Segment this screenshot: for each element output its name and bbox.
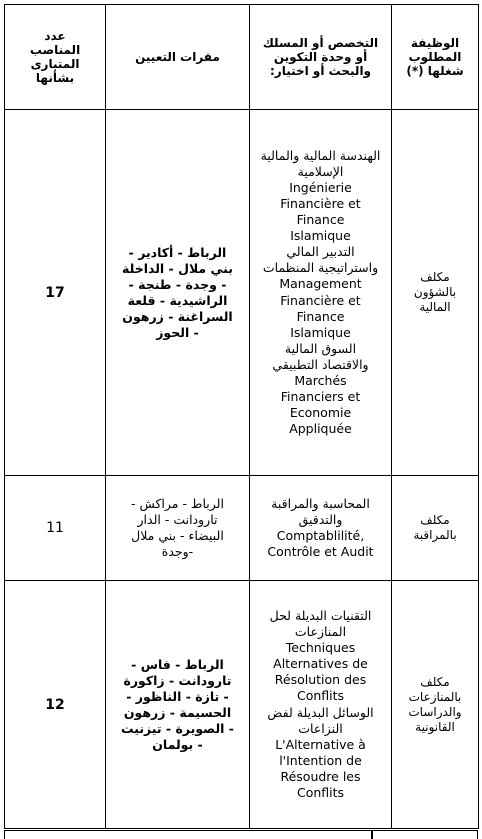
cell-line: Finance	[296, 308, 345, 324]
specialty-cell	[250, 476, 392, 581]
cell-line: تارودانت - زاكورة	[123, 672, 232, 688]
cell-line: المناصب	[29, 43, 81, 57]
cell-line: والاقتصاد التطبيقي	[272, 356, 369, 372]
cell-line: - الحوز	[156, 324, 199, 340]
cell-line: بالمراقبة	[413, 528, 457, 542]
cell-line: بالمنازعات	[408, 689, 462, 704]
cell-line: شغلها (*)	[406, 64, 464, 78]
job-title-cell	[392, 476, 479, 581]
cell-line: المنازعات	[294, 624, 347, 640]
cell-line: L'Alternative à	[275, 736, 366, 752]
cell-line: الهندسة المالية والمالية	[260, 147, 381, 163]
cell-line: - بولمان	[152, 736, 203, 752]
header-job	[392, 5, 479, 110]
table-row	[5, 476, 479, 581]
cell-line: مكلف	[420, 270, 450, 284]
cell-line: - تازة - الناظور -	[126, 688, 229, 704]
locations-cell	[106, 476, 250, 581]
cell-line: الوظيفة	[410, 36, 460, 50]
job-title-cell	[392, 581, 479, 829]
cell-line: البيضاء - بني ملال	[131, 528, 224, 543]
cell-line: المحاسبة والمراقبة	[271, 495, 370, 511]
cell-line: المطلوب	[408, 50, 462, 64]
cell-line: Conflits	[296, 688, 345, 704]
cell-line: Techniques	[285, 640, 356, 656]
cell-line: الإسلامية	[297, 163, 344, 179]
next-table-edge	[4, 828, 478, 836]
cell-line: Ingénierie	[289, 179, 352, 195]
cell-line: Résolution des	[274, 672, 367, 688]
cell-line: المالية	[419, 300, 451, 314]
cell-line: Financière et	[280, 292, 361, 308]
cell-line: التقنيات البديلة لحل	[269, 607, 372, 623]
cell-line: التدبير المالي	[286, 244, 355, 260]
cell-line: Economie	[289, 405, 352, 421]
cell-line: Conflits	[296, 784, 345, 800]
cell-line: الحسيمة - زرهون	[123, 704, 232, 720]
cell-line: الوسائل البديلة لفض	[267, 704, 374, 720]
cell-line: عدد	[44, 29, 66, 43]
cell-line: مكلف	[420, 674, 450, 689]
cell-line: - الصويرة - تيزنيت	[120, 720, 234, 736]
cell-line: النزاعات	[298, 720, 343, 736]
locations-cell	[106, 110, 250, 476]
cell-line: -وجدة	[161, 544, 194, 559]
cell-line: التخصص أو المسلك	[262, 36, 379, 50]
cell-line: Comptablilité,	[276, 528, 365, 543]
cell-line: الرباط - مراكش -	[131, 496, 224, 511]
cell-line: مكلف	[420, 513, 450, 527]
next-table-cell	[372, 830, 478, 839]
cell-line: القانونية	[415, 719, 455, 734]
cell-line: الراشيدية - قلعة	[127, 292, 228, 308]
header-specialty	[250, 5, 392, 110]
header-locations	[106, 5, 250, 110]
cell-line: أو وحدة التكوين	[273, 50, 368, 64]
count-cell: 17	[5, 110, 106, 476]
cell-line: الرباط - فاس -	[131, 656, 224, 672]
table-row	[5, 110, 479, 476]
cell-line: l'Intention de	[279, 752, 362, 768]
cell-line: والتدقيق	[298, 511, 343, 527]
count-cell: 11	[5, 476, 106, 581]
cell-line: Islamique	[290, 228, 351, 244]
cell-line: بشأنها	[35, 71, 75, 85]
job-title-cell	[392, 110, 479, 476]
cell-line: الرباط - أكادير -	[128, 244, 227, 260]
specialty-cell	[250, 581, 392, 829]
cell-line: - وجدة - طنجة -	[128, 276, 227, 292]
cell-line: Marchés	[294, 372, 347, 388]
specialty-cell	[250, 110, 392, 476]
locations-cell	[106, 581, 250, 829]
cell-line: Financiers et	[280, 389, 361, 405]
cell-line: مقرات التعيين	[135, 50, 220, 64]
table-row	[5, 581, 479, 829]
cell-line: Alternatives de	[273, 656, 368, 672]
cell-line: بني ملال - الداخلة	[122, 260, 233, 276]
cell-line: تارودانت - الدار	[137, 512, 218, 527]
cell-line: بالشؤون	[413, 285, 457, 299]
cell-line: السراغنة - زرهون	[122, 308, 233, 324]
jobs-table	[4, 4, 479, 829]
count-cell: 12	[5, 581, 106, 829]
next-table-cell	[4, 830, 372, 839]
cell-line: والبحث أو اختيار:	[269, 64, 372, 78]
cell-line: Management	[279, 276, 362, 292]
cell-line: والدراسات	[408, 704, 462, 719]
cell-line: Appliquée	[289, 421, 352, 437]
cell-line: المتبارى	[30, 57, 80, 71]
header-count	[5, 5, 106, 110]
cell-line: Résoudre les	[280, 768, 361, 784]
header-row	[5, 5, 479, 110]
cell-line: Contrôle et Audit	[267, 544, 374, 560]
cell-line: Finance	[296, 212, 345, 228]
cell-line: Islamique	[290, 324, 351, 340]
cell-line: واستراتيجية المنظمات	[262, 260, 379, 276]
cell-line: Financière et	[280, 195, 361, 211]
cell-line: السوق المالية	[284, 340, 357, 356]
